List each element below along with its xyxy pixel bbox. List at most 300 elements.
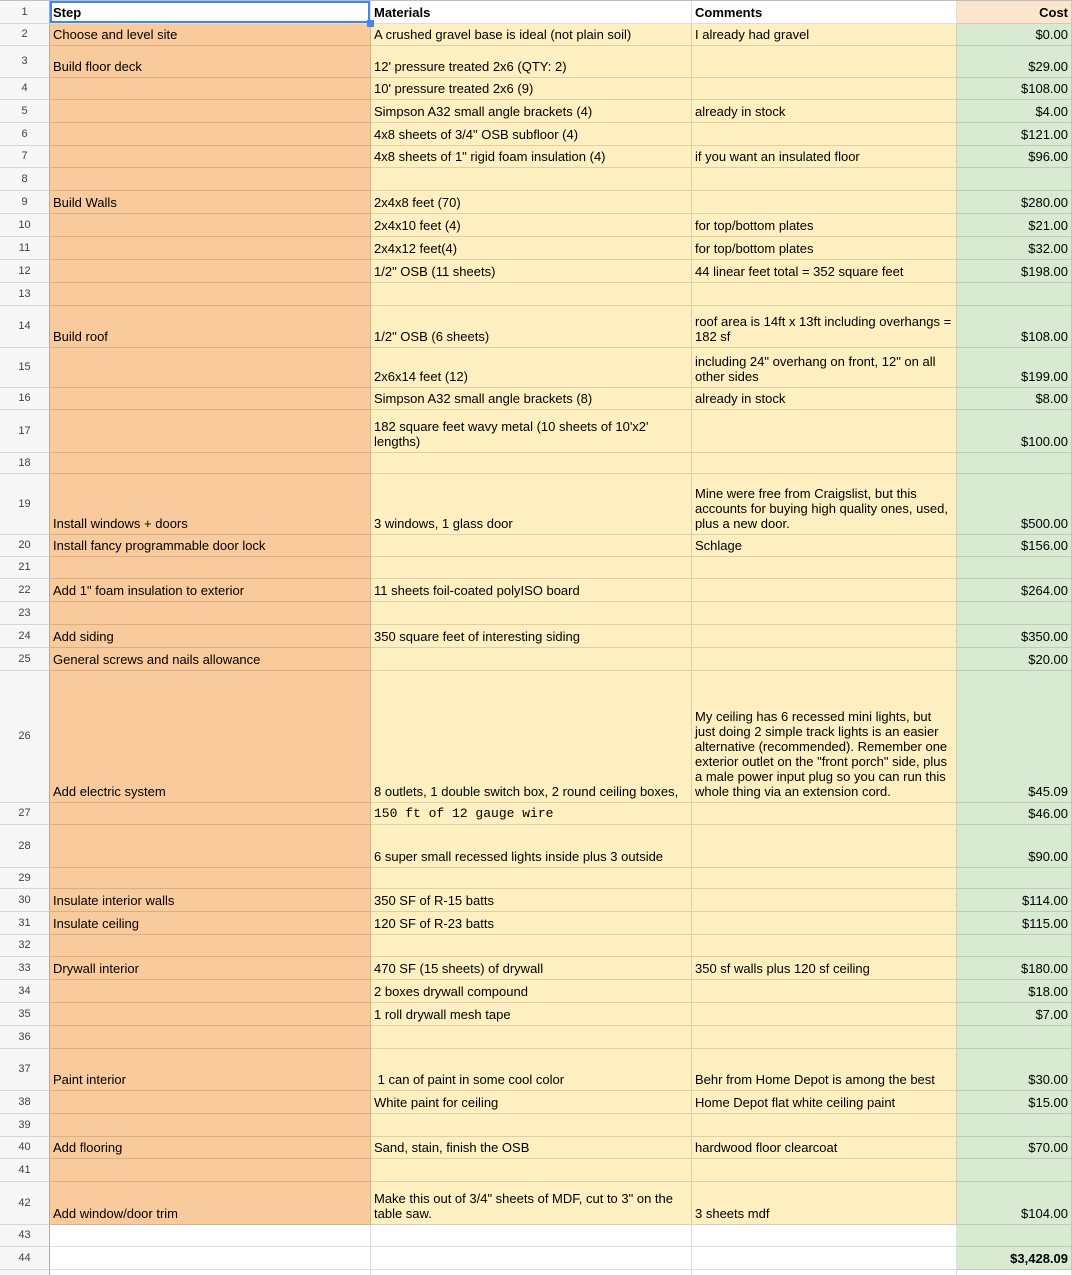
- cell-cost[interactable]: [957, 1225, 1072, 1247]
- sheet-row: [0, 388, 1072, 410]
- sheet-row: [0, 237, 1072, 260]
- cell-cost[interactable]: [957, 825, 1072, 868]
- cell-step[interactable]: [50, 579, 371, 602]
- cell-cost[interactable]: [957, 78, 1072, 100]
- row-number[interactable]: 18: [0, 453, 50, 474]
- row-number[interactable]: 35: [0, 1003, 50, 1026]
- cell-cost[interactable]: [957, 912, 1072, 935]
- cell-cost[interactable]: [957, 1137, 1072, 1159]
- row-number[interactable]: 11: [0, 237, 50, 260]
- cell-materials[interactable]: [371, 648, 692, 671]
- cell-materials[interactable]: [371, 260, 692, 283]
- sheet-row: [0, 535, 1072, 557]
- sheet-row: [0, 1225, 1072, 1247]
- cell-cost[interactable]: [957, 214, 1072, 237]
- cell-comments[interactable]: [692, 935, 957, 957]
- comments-text: including 24" overhang on front, 12" on all other sides: [695, 354, 940, 384]
- materials-text: 3 windows, 1 glass door: [374, 516, 513, 531]
- cell-comments[interactable]: [692, 1049, 957, 1091]
- cost-text: $156.00: [1021, 538, 1068, 553]
- cell-materials[interactable]: [371, 78, 692, 100]
- cell-cost[interactable]: [957, 1114, 1072, 1137]
- cell-cost[interactable]: [957, 474, 1072, 535]
- row-number[interactable]: 20: [0, 535, 50, 557]
- cell-step[interactable]: [50, 146, 371, 168]
- cost-text: $4.00: [1035, 104, 1068, 119]
- cell-comments[interactable]: [692, 24, 957, 46]
- row-number[interactable]: 37: [0, 1049, 50, 1091]
- cell-comments[interactable]: [692, 625, 957, 648]
- row-number[interactable]: 12: [0, 260, 50, 283]
- cell-materials[interactable]: [371, 935, 692, 957]
- row-number[interactable]: 7: [0, 146, 50, 168]
- cell-step[interactable]: [50, 980, 371, 1003]
- cost-text: $18.00: [1028, 984, 1068, 999]
- cell-materials[interactable]: [371, 1003, 692, 1026]
- cell-materials[interactable]: [371, 453, 692, 474]
- row-number[interactable]: 8: [0, 168, 50, 191]
- row-number[interactable]: 6: [0, 123, 50, 146]
- cell-comments[interactable]: [692, 191, 957, 214]
- row-number[interactable]: 3: [0, 46, 50, 78]
- cell-cost[interactable]: [957, 123, 1072, 146]
- row-number[interactable]: 39: [0, 1114, 50, 1137]
- cell-comments[interactable]: [692, 306, 957, 348]
- cell-cost[interactable]: [957, 306, 1072, 348]
- cost-text: Cost: [1039, 5, 1068, 20]
- cell-comments[interactable]: [692, 123, 957, 146]
- cell-cost[interactable]: [957, 388, 1072, 410]
- row-number[interactable]: 4: [0, 78, 50, 100]
- cell-cost[interactable]: [957, 168, 1072, 191]
- cell-materials[interactable]: [371, 168, 692, 191]
- cost-text: $280.00: [1021, 195, 1068, 210]
- materials-text: 2x6x14 feet (12): [374, 369, 468, 384]
- row-number[interactable]: 2: [0, 24, 50, 46]
- cell-step[interactable]: [50, 1049, 371, 1091]
- sheet-row: [0, 625, 1072, 648]
- cost-text: $96.00: [1028, 149, 1068, 164]
- cell-comments: [692, 1270, 957, 1275]
- row-number[interactable]: 16: [0, 388, 50, 410]
- cost-text: $115.00: [1021, 916, 1068, 931]
- cell-materials[interactable]: [371, 474, 692, 535]
- materials-text: 11 sheets foil-coated polyISO board: [374, 583, 580, 598]
- comments-text: 44 linear feet total = 352 square feet: [695, 264, 904, 279]
- cell-materials[interactable]: [371, 1091, 692, 1114]
- cost-text: $29.00: [1028, 59, 1068, 74]
- cell-materials[interactable]: [371, 1026, 692, 1049]
- cell-cost[interactable]: [957, 935, 1072, 957]
- cell-step[interactable]: [50, 24, 371, 46]
- cell-materials[interactable]: [371, 1182, 692, 1225]
- cell-materials[interactable]: [371, 123, 692, 146]
- cell-cost[interactable]: [957, 648, 1072, 671]
- cell-materials[interactable]: [371, 579, 692, 602]
- cell-comments[interactable]: [692, 980, 957, 1003]
- cell-step[interactable]: [50, 410, 371, 453]
- cell-step[interactable]: [50, 1026, 371, 1049]
- cell-step[interactable]: [50, 912, 371, 935]
- cell-cost[interactable]: [957, 1091, 1072, 1114]
- cell-step[interactable]: [50, 602, 371, 625]
- cell-step[interactable]: [50, 1114, 371, 1137]
- cell-cost[interactable]: [957, 410, 1072, 453]
- cell-materials[interactable]: [371, 912, 692, 935]
- cell-cost[interactable]: [957, 1247, 1072, 1270]
- row-number[interactable]: 25: [0, 648, 50, 671]
- cell-comments[interactable]: [692, 283, 957, 306]
- comments-text: Mine were free from Craigslist, but this accounts for buying high quality ones, used, plus a new door.: [695, 486, 952, 531]
- sheet-row: [0, 191, 1072, 214]
- cell-step[interactable]: [50, 671, 371, 803]
- step-text: Insulate interior walls: [53, 893, 175, 908]
- sheet-row: [0, 1091, 1072, 1114]
- cell-materials[interactable]: [371, 868, 692, 889]
- cell-materials[interactable]: [371, 535, 692, 557]
- row-number[interactable]: 41: [0, 1159, 50, 1182]
- cell-step[interactable]: [50, 557, 371, 579]
- cell-cost[interactable]: [957, 625, 1072, 648]
- cost-text: $108.00: [1021, 81, 1068, 96]
- row-number[interactable]: 31: [0, 912, 50, 935]
- cell-cost[interactable]: [957, 535, 1072, 557]
- cell-materials[interactable]: [371, 889, 692, 912]
- cell-materials[interactable]: [371, 671, 692, 803]
- cell-comments[interactable]: [692, 912, 957, 935]
- cell-comments[interactable]: [692, 1003, 957, 1026]
- row-number[interactable]: 19: [0, 474, 50, 535]
- cell-comments[interactable]: [692, 410, 957, 453]
- cell-comments[interactable]: [692, 100, 957, 123]
- cell-materials[interactable]: [371, 825, 692, 868]
- row-number[interactable]: 38: [0, 1091, 50, 1114]
- cell-cost[interactable]: [957, 557, 1072, 579]
- sheet-row: [0, 1003, 1072, 1026]
- cost-text: $108.00: [1021, 329, 1068, 344]
- materials-text: Simpson A32 small angle brackets (8): [374, 391, 593, 406]
- cell-cost[interactable]: [957, 579, 1072, 602]
- cell-comments[interactable]: [692, 557, 957, 579]
- sheet-row: [0, 1026, 1072, 1049]
- cell-comments[interactable]: [692, 825, 957, 868]
- sheet-row: [0, 671, 1072, 803]
- row-number[interactable]: 43: [0, 1225, 50, 1247]
- step-text: Choose and level site: [53, 27, 178, 42]
- cell-step[interactable]: [50, 78, 371, 100]
- row-number[interactable]: 27: [0, 803, 50, 825]
- cell-comments[interactable]: [692, 146, 957, 168]
- cell-materials[interactable]: [371, 980, 692, 1003]
- cell-cost[interactable]: [957, 980, 1072, 1003]
- row-number[interactable]: 42: [0, 1182, 50, 1225]
- cell-comments[interactable]: [692, 803, 957, 825]
- cell-step[interactable]: [50, 625, 371, 648]
- row-number[interactable]: 28: [0, 825, 50, 868]
- fill-handle[interactable]: [367, 20, 374, 27]
- cell-comments[interactable]: [692, 535, 957, 557]
- cell-step[interactable]: [50, 1182, 371, 1225]
- cell-comments[interactable]: [692, 1, 957, 24]
- cell-cost[interactable]: [957, 803, 1072, 825]
- step-text: Paint interior: [53, 1072, 126, 1087]
- cell-comments[interactable]: [692, 648, 957, 671]
- materials-text: 2 boxes drywall compound: [374, 984, 528, 999]
- cell-materials[interactable]: [371, 602, 692, 625]
- cell-step[interactable]: [50, 283, 371, 306]
- row-number[interactable]: 30: [0, 889, 50, 912]
- cell-comments[interactable]: [692, 1225, 957, 1247]
- step-text: Step: [53, 5, 82, 20]
- cost-text: $100.00: [1021, 434, 1068, 449]
- row-number[interactable]: 33: [0, 957, 50, 980]
- row-number[interactable]: 14: [0, 306, 50, 348]
- row-number[interactable]: 13: [0, 283, 50, 306]
- cell-comments[interactable]: [692, 237, 957, 260]
- cell-cost[interactable]: [957, 1, 1072, 24]
- cell-comments[interactable]: [692, 260, 957, 283]
- comments-text: roof area is 14ft x 13ft including overhangs = 182 sf: [695, 314, 955, 344]
- row-number[interactable]: 36: [0, 1026, 50, 1049]
- cell-cost[interactable]: [957, 602, 1072, 625]
- sheet-row: [0, 935, 1072, 957]
- cell-step[interactable]: [50, 474, 371, 535]
- sheet-row: [0, 579, 1072, 602]
- cell-comments[interactable]: [692, 1247, 957, 1270]
- cell-comments[interactable]: [692, 78, 957, 100]
- cell-materials[interactable]: [371, 237, 692, 260]
- row-number[interactable]: 40: [0, 1137, 50, 1159]
- cell-cost[interactable]: [957, 1159, 1072, 1182]
- step-text: Build roof: [53, 329, 108, 344]
- cell-materials[interactable]: [371, 283, 692, 306]
- cell-comments[interactable]: [692, 1182, 957, 1225]
- cost-text: $7.00: [1035, 1007, 1068, 1022]
- sheet-row: [0, 260, 1072, 283]
- sheet-row: [0, 24, 1072, 46]
- cell-cost[interactable]: [957, 453, 1072, 474]
- cell-cost[interactable]: [957, 1026, 1072, 1049]
- cell-step[interactable]: [50, 535, 371, 557]
- cell-comments[interactable]: [692, 889, 957, 912]
- cell-step[interactable]: [50, 1137, 371, 1159]
- cell-materials[interactable]: [371, 388, 692, 410]
- sheet-row: [0, 453, 1072, 474]
- row-number[interactable]: 32: [0, 935, 50, 957]
- row-number[interactable]: 15: [0, 348, 50, 388]
- cell-comments[interactable]: [692, 1137, 957, 1159]
- cell-materials[interactable]: [371, 957, 692, 980]
- cell-materials[interactable]: [371, 557, 692, 579]
- cell-cost[interactable]: [957, 1049, 1072, 1091]
- materials-text: 1 roll drywall mesh tape: [374, 1007, 511, 1022]
- cell-comments[interactable]: [692, 453, 957, 474]
- row-number[interactable]: 26: [0, 671, 50, 803]
- cell-materials[interactable]: [371, 348, 692, 388]
- sheet-row: [0, 868, 1072, 889]
- cell-step[interactable]: [50, 803, 371, 825]
- cell-materials[interactable]: [371, 46, 692, 78]
- cell-step[interactable]: [50, 100, 371, 123]
- cell-cost[interactable]: [957, 889, 1072, 912]
- cell-comments[interactable]: [692, 474, 957, 535]
- sheet-row: [0, 957, 1072, 980]
- sheet-row: [0, 46, 1072, 78]
- cell-step[interactable]: [50, 648, 371, 671]
- cost-text: $199.00: [1021, 369, 1068, 384]
- cell-comments[interactable]: [692, 348, 957, 388]
- cell-step[interactable]: [50, 825, 371, 868]
- cell-step[interactable]: [50, 453, 371, 474]
- sheet-row: [0, 146, 1072, 168]
- cell-cost[interactable]: [957, 146, 1072, 168]
- cell-cost[interactable]: [957, 1182, 1072, 1225]
- cell-materials[interactable]: [371, 24, 692, 46]
- cell-cost[interactable]: [957, 671, 1072, 803]
- cell-cost[interactable]: [957, 24, 1072, 46]
- cell-materials[interactable]: [371, 1114, 692, 1137]
- row-number[interactable]: 21: [0, 557, 50, 579]
- cell-comments[interactable]: [692, 46, 957, 78]
- cell-cost[interactable]: [957, 348, 1072, 388]
- row-number[interactable]: 1: [0, 1, 50, 24]
- materials-text: 350 square feet of interesting siding: [374, 629, 580, 644]
- cell-comments[interactable]: [692, 1091, 957, 1114]
- cell-comments[interactable]: [692, 214, 957, 237]
- step-text: Add window/door trim: [53, 1206, 178, 1221]
- cost-text: $500.00: [1021, 516, 1068, 531]
- row-number[interactable]: 17: [0, 410, 50, 453]
- cell-step[interactable]: [50, 214, 371, 237]
- sheet-row: [0, 306, 1072, 348]
- materials-text: 2x4x8 feet (70): [374, 195, 461, 210]
- sheet-row: [0, 1049, 1072, 1091]
- cell-step[interactable]: [50, 889, 371, 912]
- cell-step[interactable]: [50, 868, 371, 889]
- cell-materials[interactable]: [371, 1247, 692, 1270]
- step-text: Insulate ceiling: [53, 916, 139, 931]
- sheet-row: [0, 78, 1072, 100]
- materials-text: 1/2" OSB (6 sheets): [374, 329, 490, 344]
- cell-cost[interactable]: [957, 283, 1072, 306]
- cell-materials[interactable]: [371, 191, 692, 214]
- cell-materials[interactable]: [371, 306, 692, 348]
- materials-text: Sand, stain, finish the OSB: [374, 1140, 530, 1155]
- cell-materials[interactable]: [371, 100, 692, 123]
- cell-step[interactable]: [50, 306, 371, 348]
- row-number[interactable]: 24: [0, 625, 50, 648]
- cell-step[interactable]: [50, 191, 371, 214]
- step-text: Add electric system: [53, 784, 166, 799]
- row-number[interactable]: 34: [0, 980, 50, 1003]
- cell-step[interactable]: [50, 237, 371, 260]
- comments-text: Behr from Home Depot is among the best: [695, 1072, 935, 1087]
- cost-text: $121.00: [1021, 127, 1068, 142]
- cell-materials[interactable]: [371, 625, 692, 648]
- cell-step[interactable]: [50, 348, 371, 388]
- cell-cost[interactable]: [957, 237, 1072, 260]
- materials-text: 1 can of paint in some cool color: [374, 1072, 565, 1087]
- cost-text: $198.00: [1021, 264, 1068, 279]
- step-text: Add flooring: [53, 1140, 123, 1155]
- cell-materials[interactable]: [371, 1049, 692, 1091]
- cost-text: $15.00: [1028, 1095, 1068, 1110]
- cell-materials[interactable]: [371, 1159, 692, 1182]
- cell-cost[interactable]: [957, 957, 1072, 980]
- cell-step[interactable]: [50, 260, 371, 283]
- cost-text: $30.00: [1028, 1072, 1068, 1087]
- cell-materials[interactable]: [371, 1, 692, 24]
- cell-step[interactable]: [50, 1003, 371, 1026]
- cell-comments[interactable]: [692, 602, 957, 625]
- cell-comments[interactable]: [692, 1026, 957, 1049]
- cell-step[interactable]: [50, 1091, 371, 1114]
- materials-text: Materials: [374, 5, 431, 20]
- comments-text: for top/bottom plates: [695, 218, 814, 233]
- cell-cost[interactable]: [957, 868, 1072, 889]
- materials-text: 10' pressure treated 2x6 (9): [374, 81, 534, 96]
- sheet-row: [0, 557, 1072, 579]
- row-number[interactable]: 9: [0, 191, 50, 214]
- cell-comments[interactable]: [692, 1159, 957, 1182]
- row-number[interactable]: 22: [0, 579, 50, 602]
- cell-materials[interactable]: [371, 1137, 692, 1159]
- cell-comments[interactable]: [692, 1114, 957, 1137]
- row-number[interactable]: 23: [0, 602, 50, 625]
- cost-text: $350.00: [1021, 629, 1068, 644]
- cell-materials[interactable]: [371, 214, 692, 237]
- row-number[interactable]: 29: [0, 868, 50, 889]
- cell-comments[interactable]: [692, 388, 957, 410]
- cell-step[interactable]: [50, 935, 371, 957]
- cell-step[interactable]: [50, 1159, 371, 1182]
- cell-comments[interactable]: [692, 868, 957, 889]
- cell-cost[interactable]: [957, 191, 1072, 214]
- cell-step[interactable]: [50, 46, 371, 78]
- cell-cost[interactable]: [957, 1003, 1072, 1026]
- cell-cost[interactable]: [957, 260, 1072, 283]
- comments-text: I already had gravel: [695, 27, 810, 42]
- row-number[interactable]: 5: [0, 100, 50, 123]
- cell-materials[interactable]: [371, 803, 692, 825]
- cell-comments[interactable]: [692, 168, 957, 191]
- row-number: [0, 1270, 50, 1275]
- cell-comments[interactable]: [692, 579, 957, 602]
- cell-step[interactable]: [50, 957, 371, 980]
- row-number[interactable]: 10: [0, 214, 50, 237]
- cell-step[interactable]: [50, 168, 371, 191]
- cell-step[interactable]: [50, 123, 371, 146]
- comments-text: Comments: [695, 5, 763, 20]
- cell-cost[interactable]: [957, 46, 1072, 78]
- cell-step[interactable]: [50, 1, 371, 24]
- cell-step[interactable]: [50, 388, 371, 410]
- cell-comments[interactable]: [692, 957, 957, 980]
- cost-text: $32.00: [1028, 241, 1068, 256]
- cell-step[interactable]: [50, 1225, 371, 1247]
- cell-materials[interactable]: [371, 146, 692, 168]
- cell-materials[interactable]: [371, 1225, 692, 1247]
- cell-cost[interactable]: [957, 100, 1072, 123]
- cost-text: $114.00: [1021, 893, 1068, 908]
- materials-text: 4x8 sheets of 1" rigid foam insulation (4): [374, 149, 606, 164]
- cell-materials: [371, 1270, 692, 1275]
- cell-comments[interactable]: [692, 671, 957, 803]
- row-number[interactable]: 44: [0, 1247, 50, 1270]
- cell-materials[interactable]: [371, 410, 692, 453]
- cell-step[interactable]: [50, 1247, 371, 1270]
- sheet-row: [0, 348, 1072, 388]
